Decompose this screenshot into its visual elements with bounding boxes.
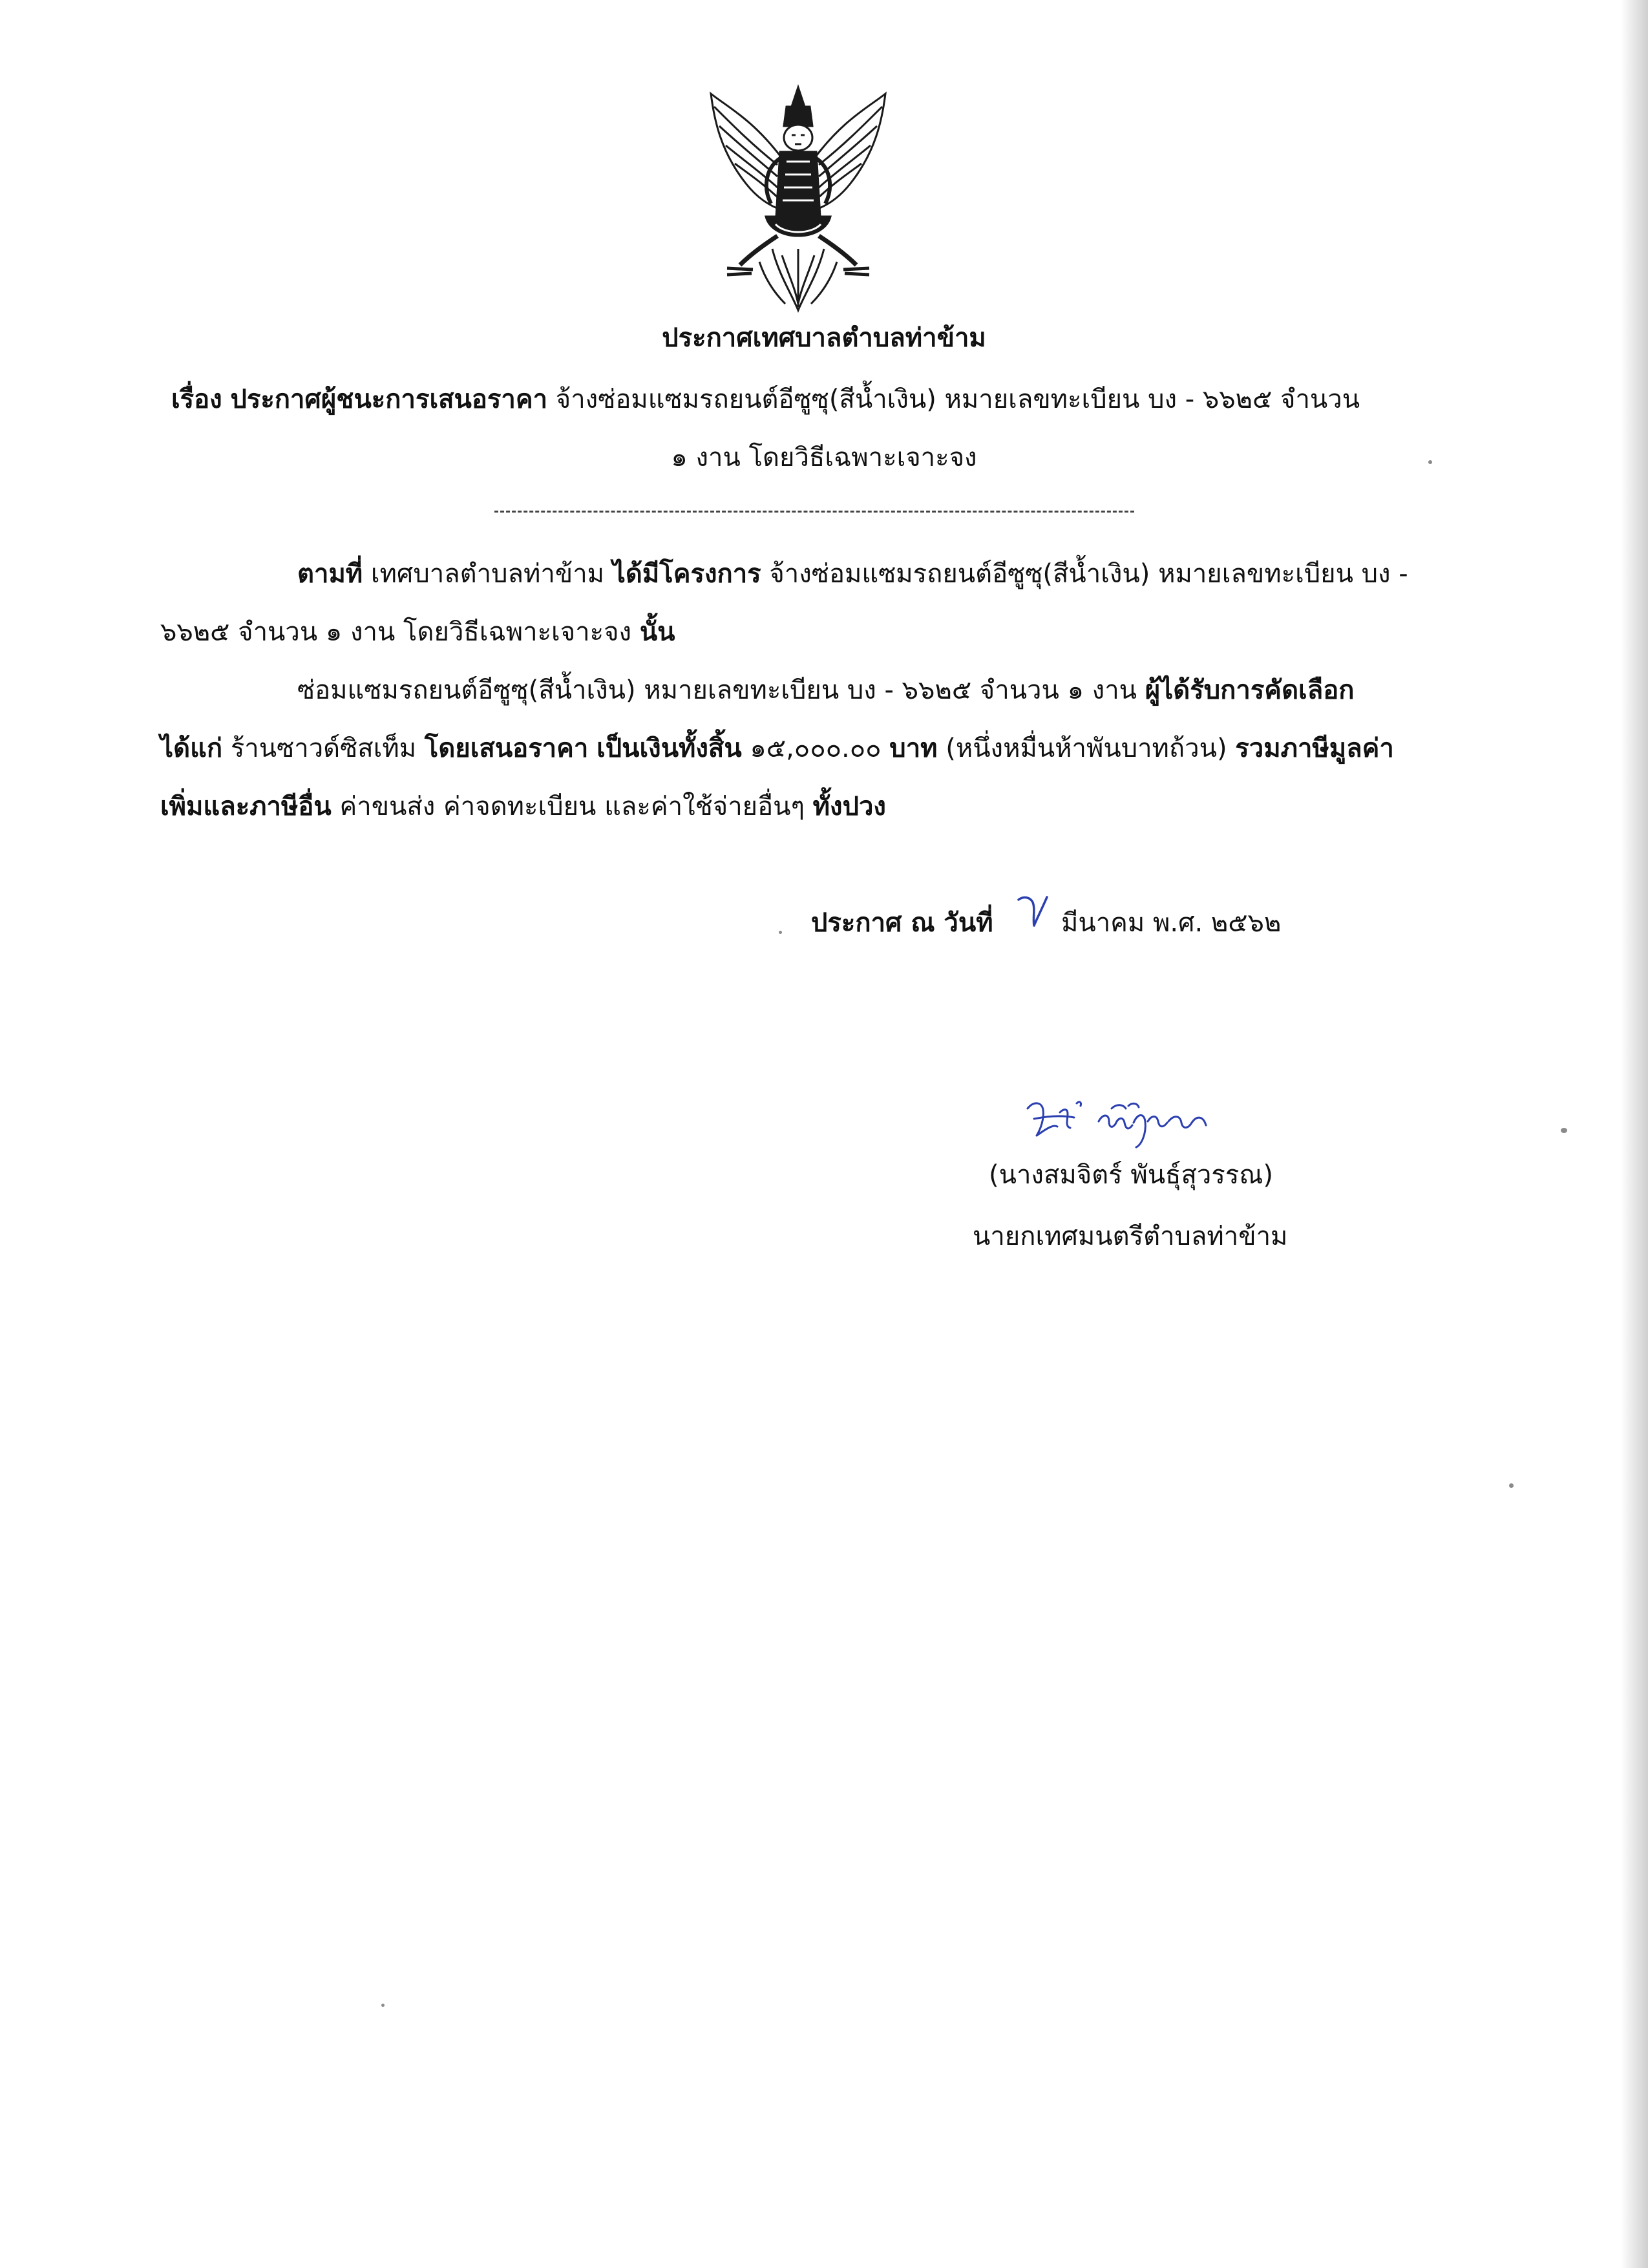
scan-speck bbox=[1561, 1128, 1567, 1133]
p2-selected-label: ผู้ได้รับการคัดเลือก bbox=[1145, 675, 1355, 705]
p2-text: ซ่อมแซมรถยนต์อีซูซุ(สีน้ำเงิน) หมายเลขทะเบียน บง - ๖๖๒๕ จำนวน ๑ งาน bbox=[297, 675, 1137, 705]
p1-mid: ได้มีโครงการ bbox=[612, 559, 761, 589]
scan-speck bbox=[381, 2004, 385, 2007]
body-paragraph-1-line-1 bbox=[297, 556, 1408, 592]
scan-speck bbox=[779, 931, 782, 934]
body-paragraph-2-line-1 bbox=[297, 672, 1354, 708]
p2-amount-words: (หนึ่งหมื่นห้าพันบาทถ้วน) bbox=[945, 734, 1227, 763]
document-title: ประกาศเทศบาลตำบลท่าข้าม bbox=[662, 323, 986, 353]
signer-position: นายกเทศมนตรีตำบลท่าข้าม bbox=[973, 1222, 1288, 1251]
p1-line2-text: ๖๖๒๕ จำนวน ๑ งาน โดยวิธีเฉพาะเจาะจง bbox=[160, 617, 632, 647]
p2-currency: บาท bbox=[889, 734, 938, 763]
garuda-emblem-icon bbox=[701, 81, 895, 317]
date-month-year: มีนาคม พ.ศ. ๒๕๖๒ bbox=[1061, 908, 1282, 938]
subject-line-2: ๑ งาน โดยวิธีเฉพาะเจาะจง bbox=[671, 443, 977, 472]
p2-all-text: ทั้งปวง bbox=[812, 792, 886, 821]
subject-line-1 bbox=[171, 381, 1360, 418]
p2-tax-text: เพิ่มและภาษีอื่น bbox=[160, 792, 332, 821]
p2-amount: ๑๕,๐๐๐.๐๐ bbox=[750, 734, 882, 763]
subject-label: เรื่อง bbox=[171, 385, 222, 414]
p2-offer-label: โดยเสนอราคา bbox=[424, 734, 589, 763]
handwritten-day-mark bbox=[1015, 891, 1051, 929]
p2-awarded-to-label: ได้แก่ bbox=[160, 734, 223, 763]
p1-org: เทศบาลตำบลท่าข้าม bbox=[370, 559, 605, 589]
subject-prefix: ประกาศผู้ชนะการเสนอราคา bbox=[230, 385, 548, 414]
subject-text: จ้างซ่อมแซมรถยนต์อีซูซุ(สีน้ำเงิน) หมายเลขทะเบียน บง - ๖๖๒๕ จำนวน bbox=[555, 385, 1360, 414]
date-prefix: ประกาศ ณ วันที่ bbox=[811, 908, 993, 938]
p2-vat-label: รวมภาษีมูลค่า bbox=[1235, 734, 1394, 763]
p2-vendor-name: ร้านซาวด์ซิสเท็ม bbox=[230, 734, 417, 763]
p1-lead: ตามที่ bbox=[297, 559, 363, 589]
body-paragraph-2-line-2 bbox=[160, 730, 1394, 767]
p1-rest: จ้างซ่อมแซมรถยนต์อีซูซุ(สีน้ำเงิน) หมายเลขทะเบียน บง - bbox=[769, 559, 1408, 589]
p1-line2-end: นั้น bbox=[639, 617, 675, 647]
handwritten-signature bbox=[1015, 1089, 1234, 1150]
signer-name: (นางสมจิตร์ พันธุ์สุวรรณ) bbox=[989, 1160, 1274, 1190]
p2-total-label: เป็นเงินทั้งสิ้น bbox=[597, 734, 742, 763]
body-paragraph-1-line-2 bbox=[160, 614, 675, 650]
divider-line bbox=[494, 511, 1134, 513]
scan-speck bbox=[1509, 1483, 1514, 1488]
p2-costs-text: ค่าขนส่ง ค่าจดทะเบียน และค่าใช้จ่ายอื่นๆ bbox=[339, 792, 805, 821]
body-paragraph-2-line-3 bbox=[160, 789, 886, 825]
scan-speck bbox=[1428, 460, 1432, 464]
